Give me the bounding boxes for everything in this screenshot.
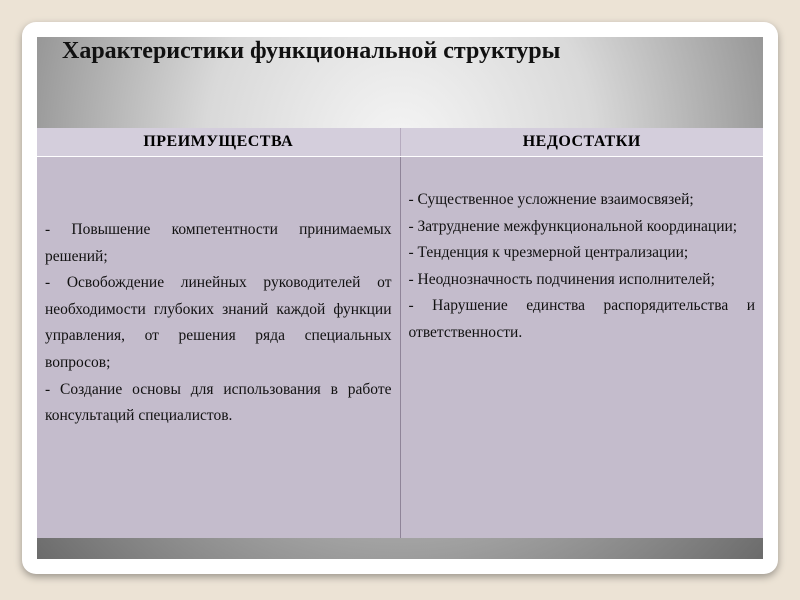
disadvantage-item: - Нарушение единства распорядительства и ответственности.: [408, 297, 755, 341]
disadvantages-cell: [400, 157, 763, 539]
disadvantage-item: - Существенное усложнение взаимосвязей;: [408, 191, 694, 208]
advantages-header: ПРЕИМУЩЕСТВА: [37, 128, 400, 157]
disadvantage-item: - Тенденция к чрезмерной централизации;: [408, 244, 689, 262]
disadvantages-header: НЕДОСТАТКИ: [400, 128, 763, 157]
slide-title: Характеристики функциональной структуры: [62, 38, 561, 64]
disadvantage-item: - Затруднение межфункциональной координации;: [408, 217, 738, 235]
advantages-cell: [37, 157, 400, 539]
advantage-item: - Создание основы для использования в работе консультаций специалистов.: [45, 380, 392, 425]
disadvantage-item: - Неоднозначность подчинения исполнителей;: [408, 270, 715, 288]
comparison-table: [37, 128, 763, 538]
advantage-item: - Повышение компетентности принимаемых решений;: [45, 221, 392, 265]
advantage-item: - Освобождение линейных руководителей от необходимости глубоких знаний каждой функции управления, от решения ряда специальных вопросов;: [45, 274, 392, 371]
